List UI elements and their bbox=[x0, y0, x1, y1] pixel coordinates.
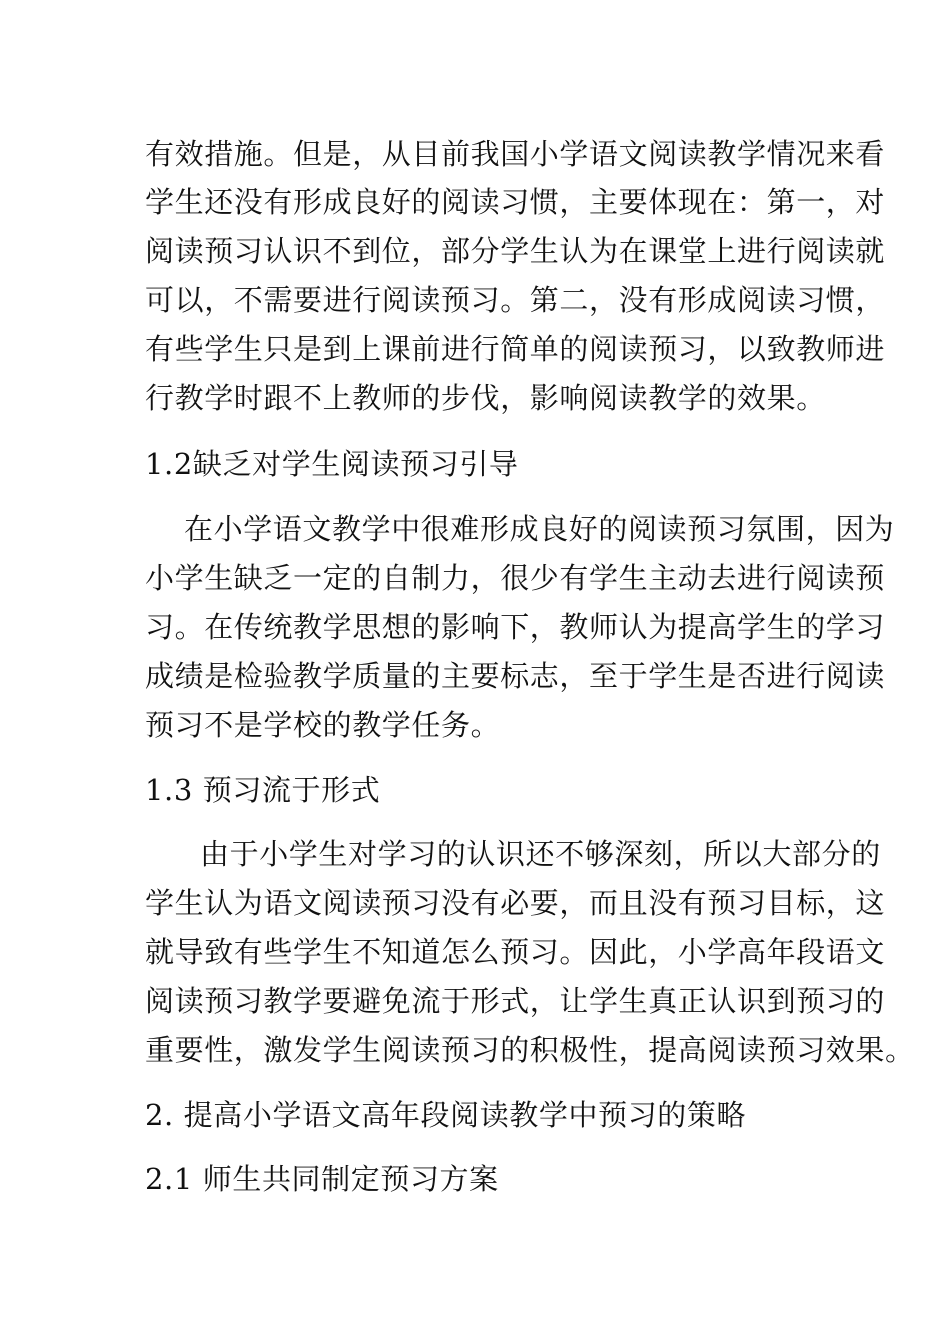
paragraph-2-line-3: 习。在传统教学思想的影响下，教师认为提高学生的学习 bbox=[145, 610, 886, 644]
paragraph-2-line-2: 小学生缺乏一定的自制力，很少有学生主动去进行阅读预 bbox=[145, 561, 886, 595]
section-heading-1-3: 1.3 预习流于形式 bbox=[145, 773, 381, 807]
paragraph-3-line-2: 学生认为语文阅读预习没有必要，而且没有预习目标，这 bbox=[145, 886, 886, 920]
paragraph-2-line-5: 预习不是学校的教学任务。 bbox=[145, 708, 501, 742]
paragraph-3-line-1: 由于小学生对学习的认识还不够深刻，所以大部分的 bbox=[200, 837, 881, 871]
paragraph-1-line-5: 有些学生只是到上课前进行简单的阅读预习，以致教师进 bbox=[145, 332, 886, 366]
paragraph-3-line-3: 就导致有些学生不知道怎么预习。因此，小学高年段语文 bbox=[145, 935, 886, 969]
section-heading-2-1: 2.1 师生共同制定预习方案 bbox=[145, 1162, 499, 1196]
paragraph-1-line-2: 学生还没有形成良好的阅读习惯，主要体现在：第一，对 bbox=[145, 185, 886, 219]
section-heading-2: 2. 提高小学语文高年段阅读教学中预习的策略 bbox=[145, 1098, 747, 1132]
paragraph-1-line-3: 阅读预习认识不到位，部分学生认为在课堂上进行阅读就 bbox=[145, 234, 886, 268]
paragraph-2-line-4: 成绩是检验教学质量的主要标志，至于学生是否进行阅读 bbox=[145, 659, 886, 693]
paragraph-2-line-1: 在小学语文教学中很难形成良好的阅读预习氛围，因为 bbox=[184, 512, 895, 546]
section-heading-1-2: 1.2缺乏对学生阅读预习引导 bbox=[145, 447, 519, 481]
paragraph-3-line-4: 阅读预习教学要避免流于形式，让学生真正认识到预习的 bbox=[145, 984, 886, 1018]
paragraph-3-line-5: 重要性，激发学生阅读预习的积极性，提高阅读预习效果。 bbox=[145, 1033, 915, 1067]
paragraph-1-line-4: 可以，不需要进行阅读预习。第二，没有形成阅读习惯， bbox=[145, 283, 886, 317]
paragraph-1-line-1: 有效措施。但是，从目前我国小学语文阅读教学情况来看 bbox=[145, 137, 886, 171]
paragraph-1-line-6: 行教学时跟不上教师的步伐，影响阅读教学的效果。 bbox=[145, 381, 826, 415]
